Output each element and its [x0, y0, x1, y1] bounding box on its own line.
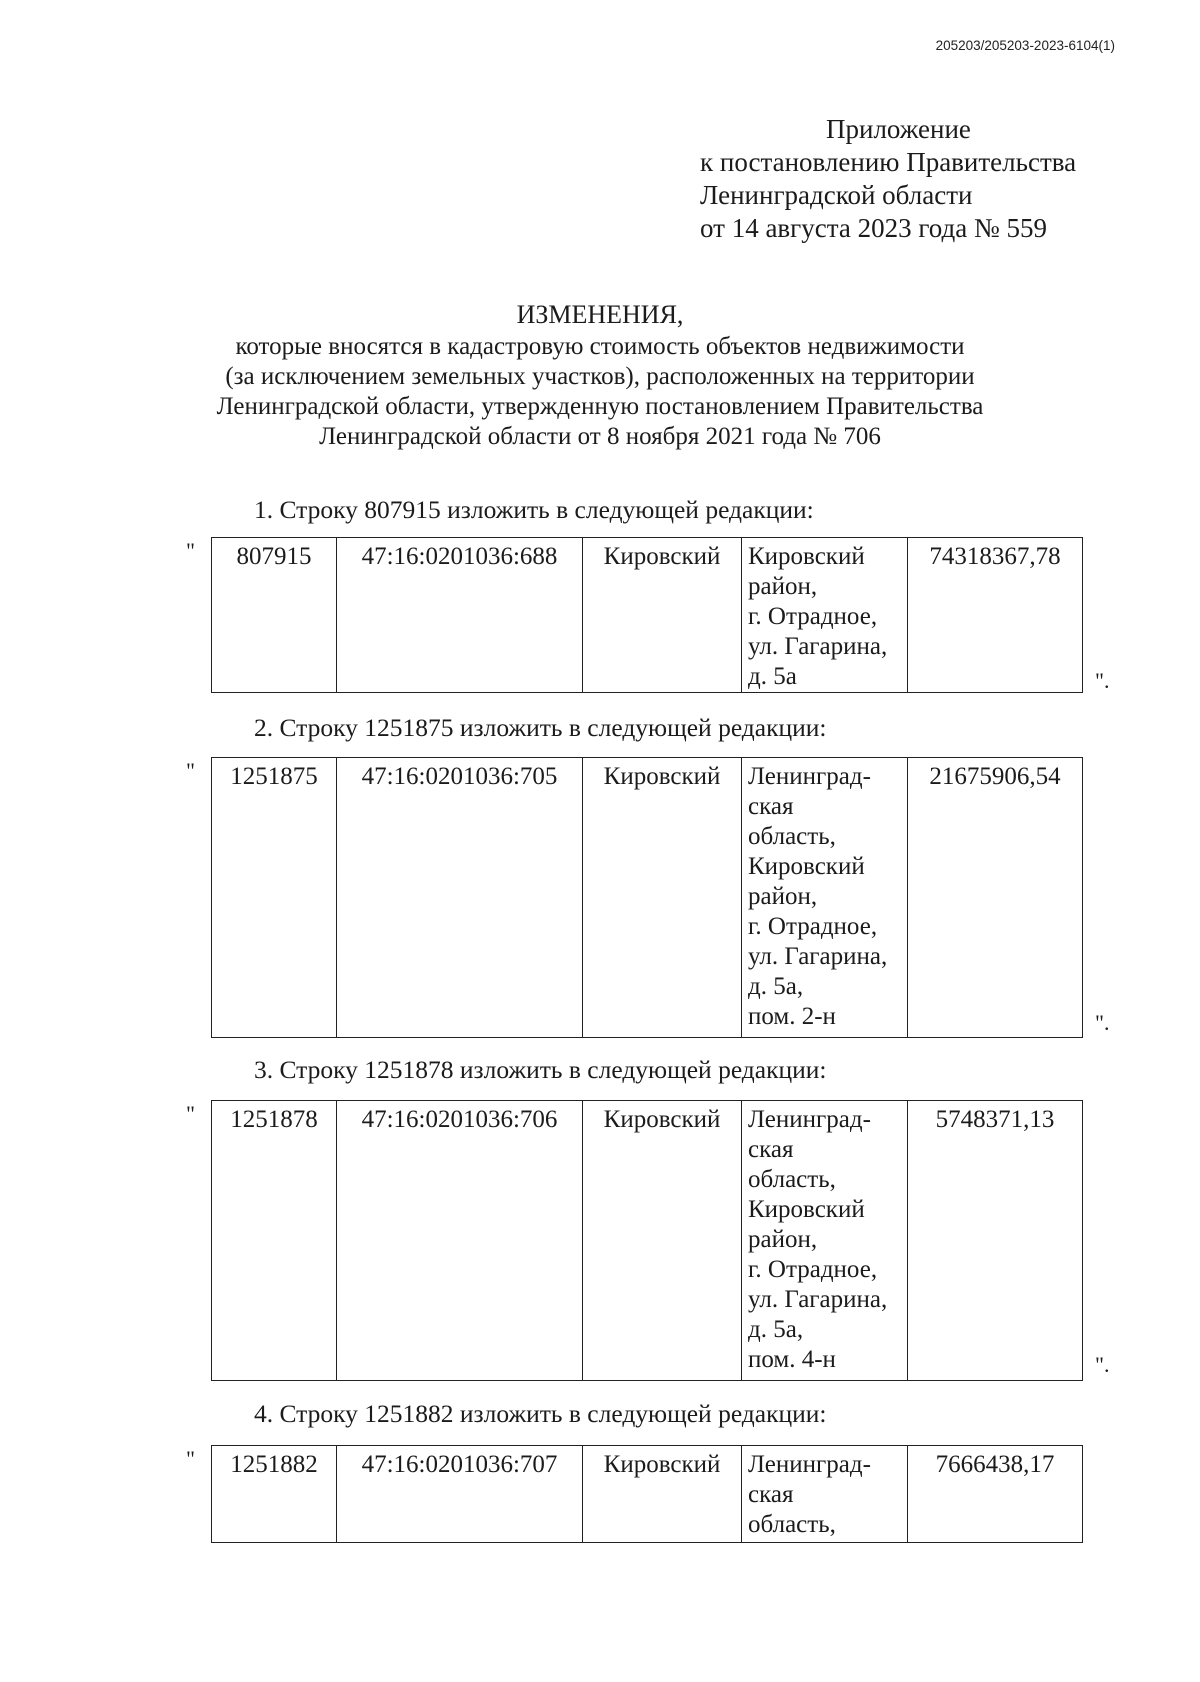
- title-heading: ИЗМЕНЕНИЯ,: [516, 300, 684, 329]
- appendix-line-2: к постановлению Правительства: [700, 147, 1077, 177]
- address-line: Ленинград-: [748, 1106, 871, 1133]
- table-row: [212, 1101, 1083, 1381]
- item-3-table: [211, 1100, 1083, 1381]
- address-line: Ленинград-: [748, 1451, 871, 1478]
- address-line: область,: [748, 823, 836, 850]
- district: Кировский: [583, 1101, 742, 1381]
- address-line: г. Отрадное,: [748, 1256, 878, 1283]
- address: [742, 1446, 908, 1543]
- cadastral-value: 5748371,13: [908, 1101, 1083, 1381]
- row-number: 1251882: [212, 1446, 337, 1543]
- item-3-quote-close: ".: [1095, 1352, 1110, 1377]
- address-line: ская: [748, 793, 794, 820]
- item-1-quote-close: ".: [1095, 668, 1110, 693]
- row-number: 807915: [212, 538, 337, 693]
- item-4-quote-open: ": [186, 1446, 195, 1471]
- item-4-heading: 4. Строку 1251882 изложить в следующей редакции:: [254, 1399, 827, 1428]
- title-line-1: которые вносятся в кадастровую стоимость объектов недвижимости: [235, 333, 965, 360]
- item-3-heading: 3. Строку 1251878 изложить в следующей редакции:: [254, 1055, 827, 1084]
- address-line: Кировский: [748, 1196, 865, 1223]
- row-number: 1251875: [212, 758, 337, 1038]
- address-line: ская: [748, 1481, 794, 1508]
- address-line: ская: [748, 1136, 794, 1163]
- address-line: г. Отрадное,: [748, 913, 878, 940]
- appendix-line-4: от 14 августа 2023 года № 559: [700, 213, 1047, 243]
- address-line: пом. 4-н: [748, 1346, 836, 1373]
- address-line: д. 5а: [748, 663, 797, 690]
- cadastral-value: 74318367,78: [908, 538, 1083, 693]
- address-line: ул. Гагарина,: [748, 633, 888, 660]
- cadastral-number: 47:16:0201036:688: [337, 538, 583, 693]
- address: [742, 758, 908, 1038]
- appendix-line-3: Ленинградской области: [700, 180, 973, 210]
- address-line: ул. Гагарина,: [748, 943, 888, 970]
- address-line: район,: [748, 1226, 818, 1253]
- address: [742, 1101, 908, 1381]
- item-1-quote-open: ": [186, 538, 195, 563]
- item-3-quote-open: ": [186, 1101, 195, 1126]
- address-line: район,: [748, 573, 818, 600]
- address-line: д. 5а,: [748, 1316, 804, 1343]
- document-id: 205203/205203-2023-6104(1): [935, 38, 1115, 53]
- address-line: Ленинград-: [748, 763, 871, 790]
- item-2-heading: 2. Строку 1251875 изложить в следующей редакции:: [254, 713, 827, 742]
- cadastral-value: 21675906,54: [908, 758, 1083, 1038]
- title-line-2: (за исключением земельных участков), расположенных на территории: [225, 363, 975, 390]
- district: Кировский: [583, 758, 742, 1038]
- document-title: [60, 300, 1140, 452]
- table-row: [212, 758, 1083, 1038]
- address-line: область,: [748, 1511, 836, 1538]
- item-2-quote-open: ": [186, 758, 195, 783]
- appendix-line-1: Приложение: [826, 114, 971, 144]
- address-line: ул. Гагарина,: [748, 1286, 888, 1313]
- address-line: д. 5а,: [748, 973, 804, 1000]
- item-1-heading: 1. Строку 807915 изложить в следующей редакции:: [254, 495, 814, 524]
- address-line: район,: [748, 883, 818, 910]
- table-row: [212, 1446, 1083, 1543]
- address: [742, 538, 908, 693]
- cadastral-number: 47:16:0201036:707: [337, 1446, 583, 1543]
- item-2-table: [211, 757, 1083, 1038]
- appendix-block: [700, 113, 1076, 245]
- title-line-4: Ленинградской области от 8 ноября 2021 года № 706: [319, 423, 881, 450]
- address-line: область,: [748, 1166, 836, 1193]
- cadastral-number: 47:16:0201036:706: [337, 1101, 583, 1381]
- cadastral-number: 47:16:0201036:705: [337, 758, 583, 1038]
- item-4-table: [211, 1445, 1083, 1543]
- cadastral-value: 7666438,17: [908, 1446, 1083, 1543]
- item-1-table: [211, 537, 1083, 693]
- address-line: Кировский: [748, 853, 865, 880]
- table-row: [212, 538, 1083, 693]
- address-line: Кировский: [748, 543, 865, 570]
- item-2-quote-close: ".: [1095, 1010, 1110, 1035]
- district: Кировский: [583, 538, 742, 693]
- address-line: пом. 2-н: [748, 1003, 836, 1030]
- row-number: 1251878: [212, 1101, 337, 1381]
- district: Кировский: [583, 1446, 742, 1543]
- address-line: г. Отрадное,: [748, 603, 878, 630]
- title-line-3: Ленинградской области, утвержденную постановлением Правительства: [216, 393, 984, 420]
